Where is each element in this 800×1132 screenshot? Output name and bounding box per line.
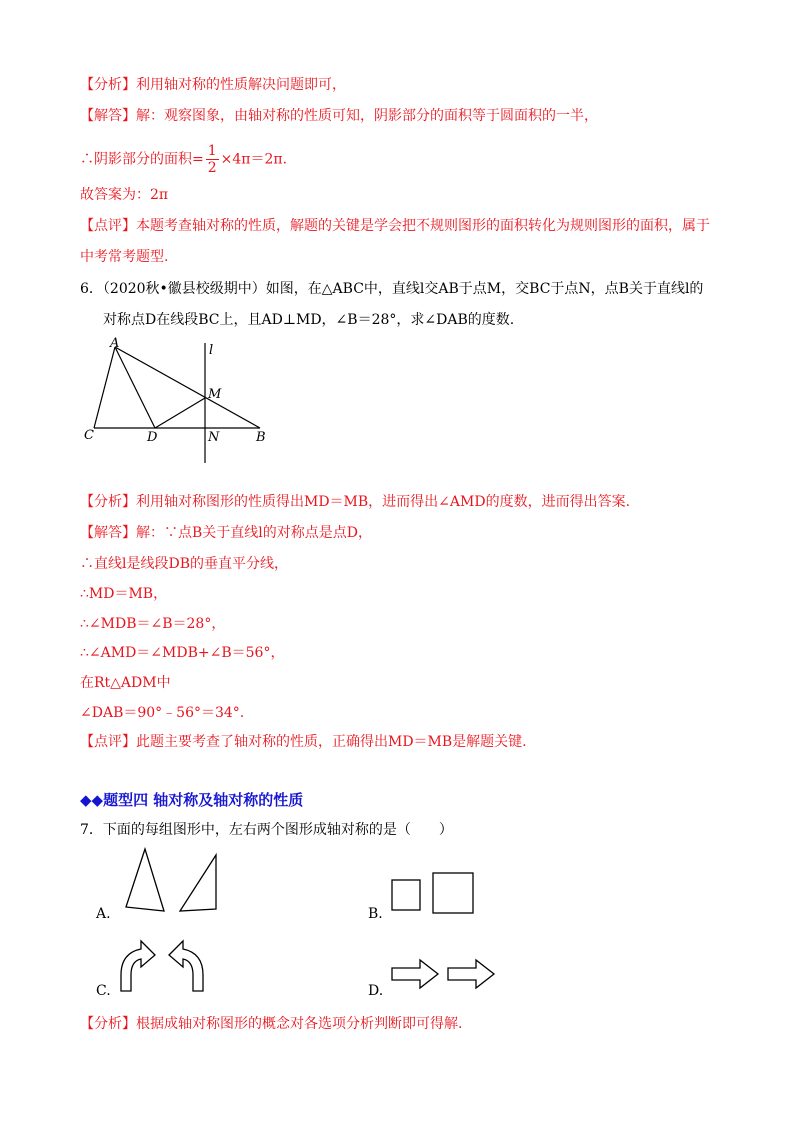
segment-AC <box>94 347 115 428</box>
q6-comment <box>80 732 740 752</box>
label-N: N <box>208 430 220 445</box>
option-d-left-arrow <box>392 960 438 988</box>
fraction <box>206 143 219 176</box>
q6-comment-tag: 【点评】 <box>80 734 136 750</box>
comment-line-1 <box>80 216 740 236</box>
label-l: l <box>209 343 214 358</box>
analysis-text: 利用轴对称的性质解决问题即可， <box>136 77 346 93</box>
analysis-line-prev <box>80 75 740 95</box>
q6-step: 在Rt△ADM中 <box>80 675 171 691</box>
fraction-numerator: 1 <box>207 143 217 159</box>
q7-analysis <box>80 1014 740 1034</box>
option-a-left-triangle <box>126 849 164 911</box>
segment-DM <box>155 398 205 428</box>
section-heading: ◆◆题型四 轴对称及轴对称的性质 <box>80 791 304 809</box>
option-d-figure <box>390 958 500 990</box>
formula-prefix: ∴阴影部分的面积= <box>80 151 204 168</box>
label-A: A <box>110 336 120 351</box>
label-D: D <box>147 430 158 445</box>
segment-AD <box>115 347 155 428</box>
q6-stem-line-1: 6．（2020秋•徽县校级期中）如图，在△ABC中，直线l交AB于点M，交BC于点N，点B关于直线l的 <box>80 281 704 297</box>
option-b-large-square <box>433 873 473 913</box>
label-B: B <box>256 430 266 445</box>
q6-analysis <box>80 492 740 512</box>
q6-answer <box>80 523 740 543</box>
option-d-right-arrow <box>448 960 494 988</box>
option-a-right-triangle <box>180 855 216 911</box>
q6-answer-text: 解：∵点B关于直线l的对称点是点D， <box>136 525 372 541</box>
analysis-tag: 【分析】 <box>80 77 136 93</box>
q6-comment-text: 此题主要考查了轴对称的性质，正确得出MD＝MB是解题关键. <box>136 734 527 750</box>
option-b-label: B. <box>368 906 383 922</box>
comment-text-1: 本题考查轴对称的性质，解题的关键是学会把不规则图形的面积转化为规则图形的面积，属于 <box>136 218 710 234</box>
segment-AB <box>115 347 260 428</box>
q6-geometry-figure <box>80 335 280 470</box>
q6-step: ∴MD＝MB， <box>80 586 168 602</box>
q6-step: ∴∠AMD＝∠MDB+∠B＝56°， <box>80 645 285 661</box>
final-answer: 故答案为：2π <box>80 187 169 203</box>
q6-step: ∴∠MDB＝∠B＝28°， <box>80 616 226 632</box>
option-d-label: D. <box>368 983 384 999</box>
q6-analysis-text: 利用轴对称图形的性质得出MD＝MB，进而得出∠AMD的度数，进而得出答案. <box>136 494 631 510</box>
q6-step: ∴直线l是线段DB的垂直平分线， <box>80 556 288 572</box>
q7-analysis-tag: 【分析】 <box>80 1016 136 1032</box>
option-b-small-square <box>392 880 420 910</box>
comment-line-2: 中考常考题型. <box>80 249 169 265</box>
q6-answer-tag: 【解答】 <box>80 525 136 541</box>
q6-stem-line-2: 对称点D在线段BC上，且AD⊥MD，∠B＝28°，求∠DAB的度数. <box>103 312 515 328</box>
option-a-label: A. <box>96 906 111 922</box>
label-M: M <box>208 387 222 402</box>
option-c-right-arrow <box>169 941 203 991</box>
formula-line <box>80 143 740 176</box>
comment-tag: 【点评】 <box>80 218 136 234</box>
q6-analysis-tag: 【分析】 <box>80 494 136 510</box>
q6-step: ∠DAB＝90°﹣56°＝34°. <box>80 705 245 721</box>
option-c-left-arrow <box>121 941 155 991</box>
fraction-denominator: 2 <box>207 160 217 176</box>
option-c-figure <box>115 935 210 995</box>
label-C: C <box>84 428 94 443</box>
q7-analysis-text: 根据成轴对称图形的概念对各选项分析判断即可得解. <box>136 1016 463 1032</box>
option-a-figure <box>120 845 230 915</box>
option-c-label: C. <box>96 983 111 999</box>
formula-suffix: ×4π＝2π. <box>220 151 288 168</box>
answer-line-prev <box>80 106 740 126</box>
option-b-figure <box>390 870 480 920</box>
q7-stem: 7．下面的每组图形中，左右两个图形成轴对称的是（ ） <box>80 822 453 838</box>
answer-tag: 【解答】 <box>80 108 136 124</box>
answer-text: 解：观察图象，由轴对称的性质可知，阴影部分的面积等于圆面积的一半， <box>136 108 598 124</box>
